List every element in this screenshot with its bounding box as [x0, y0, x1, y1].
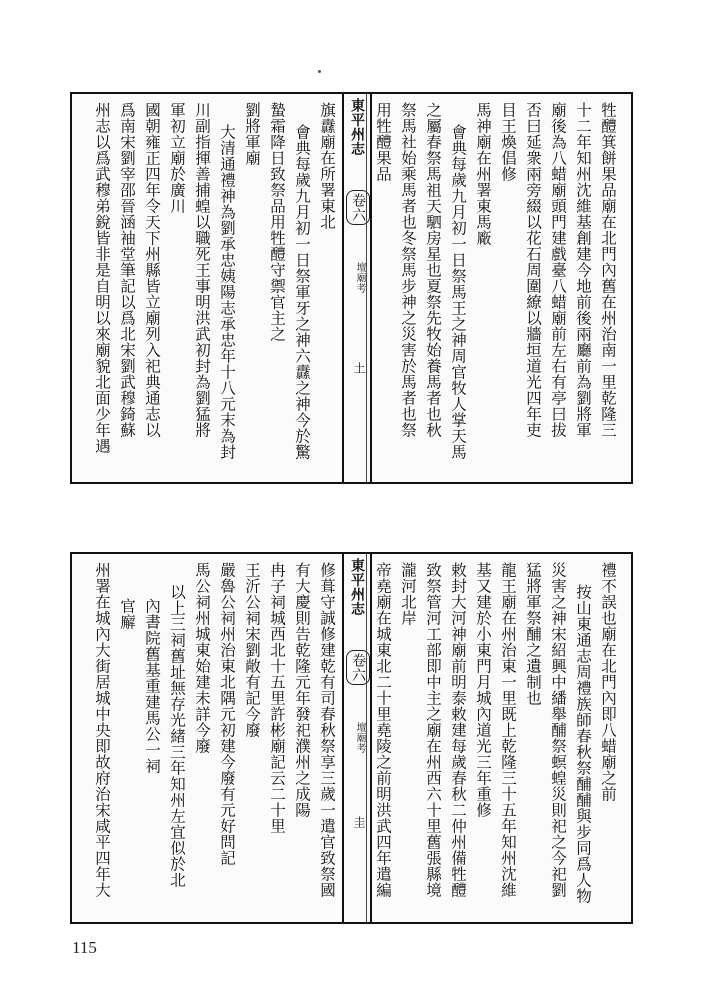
text-column: 會典每歲九月初一日祭馬王之神周官牧人掌天馬 — [449, 124, 467, 460]
center-band — [342, 554, 372, 922]
folio-number: 土 — [352, 362, 366, 375]
text-column: 之屬春祭馬祖天駟房星也夏祭先牧始養馬者也秋 — [424, 102, 442, 438]
text-column: 目王煥倡修 — [499, 102, 517, 182]
section-heading: 官廨 — [118, 598, 136, 630]
section-note: 壇廟考 — [354, 722, 365, 754]
text-column: 州署在城內大街居城中央即故府治宋咸平四年大 — [93, 562, 111, 898]
text-column: 王沂公祠宋劉敞有記今廢 — [243, 562, 261, 738]
text-column: 致祭管河工部即中主之廟在州西六十里舊張縣境 — [424, 562, 442, 898]
column-divider — [366, 94, 367, 482]
volume-label: 卷六 — [346, 190, 370, 225]
bottom-page — [70, 552, 633, 924]
text-column: 劉將軍廟 — [243, 102, 261, 166]
text-column: 龍王廟在州治東一里既上乾隆三十五年知州沈維 — [499, 562, 517, 898]
text-column: 按山東通志周禮族師春秋祭酺酺與步同爲人物 — [574, 584, 592, 904]
volume-label: 卷六 — [346, 650, 370, 685]
text-column: 否曰延衆兩旁綴以花石周圍繚以牆垣道光四年吏 — [524, 102, 542, 438]
folio-number: 圭 — [352, 816, 366, 829]
center-band — [342, 94, 372, 482]
text-column: 帝堯廟在城東北二十里堯陵之前明洪武四年遣編 — [374, 562, 392, 898]
text-column: 蟄霜降日致祭品用牲醴守禦官主之 — [268, 102, 286, 342]
text-column: 祭馬社始乘馬者也冬祭馬步神之災害於馬者也祭 — [399, 102, 417, 438]
text-column: 馬公祠州城東始建未詳今廢 — [193, 562, 211, 754]
section-note: 壇廟考 — [354, 262, 365, 294]
text-column: 嚴魯公祠州治東北隅元初建今廢有元好問記 — [218, 562, 236, 866]
text-column: 冉子祠城西北十五里許彬廟記云二十里 — [268, 562, 286, 834]
text-column: 基又建於小東門月城內道光三年重修 — [474, 562, 492, 818]
text-column: 禮不誤也廟在北門內即八蜡廟之前 — [599, 562, 617, 802]
column-divider — [366, 554, 367, 922]
header-title: 東平州志 — [349, 98, 365, 156]
text-column: 會典每歲九月初一日祭軍牙之神六纛之神今於驚 — [293, 124, 311, 460]
text-column: 川副指揮善捕蝗以職死王事明洪武初封為劉猛將 — [193, 102, 211, 438]
text-column: 軍初立廟於廣川 — [168, 102, 186, 214]
scan-speck — [318, 70, 321, 73]
text-column: 用牲醴果品 — [374, 102, 392, 182]
text-column: 馬神廟在州署東馬廠 — [474, 102, 492, 246]
text-column: 十二年知州沈維基創建今地前後兩廳前為劉將軍 — [574, 102, 592, 438]
header-title: 東平州志 — [349, 558, 365, 616]
text-column: 國朝雍正四年令天下州縣皆立廟列入祀典通志以 — [143, 102, 161, 438]
text-column: 牲醴箕餅果品廟在北門內舊在州治南一里乾隆三 — [599, 102, 617, 438]
text-column: 內書院舊基重建馬公一祠 — [143, 598, 161, 774]
page-number: 115 — [72, 938, 97, 957]
text-column: 瀧河北岸 — [399, 562, 417, 626]
text-column: 有大慶則告乾隆元年發祀濮州之成陽 — [293, 562, 311, 818]
text-column: 猛將軍祭酺之遺制也 — [524, 562, 542, 706]
top-page — [70, 92, 633, 484]
text-column: 災害之神宋紹興中繙舉酺祭螟蝗災則祀之今祀劉 — [549, 562, 567, 898]
text-column: 廟後為八蜡廟頭門建戲臺八蜡廟前左右有亭曰拔 — [549, 102, 567, 438]
text-column: 大清通禮神為劉承忠姨陽志承忠年十八元末為封 — [218, 124, 236, 460]
text-column: 以上三祠舊址無存光緒三年知州左宜似於北 — [168, 584, 186, 888]
text-column: 旗纛廟在所署東北 — [318, 102, 336, 230]
text-column: 爲南宋劉宰邵晉涵袖堂筆記以爲北宋劉武穆錡蘇 — [118, 102, 136, 438]
text-column: 州志以爲武穆弟銳皆非是自明以來廟貌北面少年遇 — [93, 102, 111, 454]
text-column: 敕封大河神廟前明泰敕建每歲春秋二仲州備牲醴 — [449, 562, 467, 898]
text-column: 修葺守誠修建乾有司春秋祭享三歲一遣官致祭國 — [318, 562, 336, 898]
